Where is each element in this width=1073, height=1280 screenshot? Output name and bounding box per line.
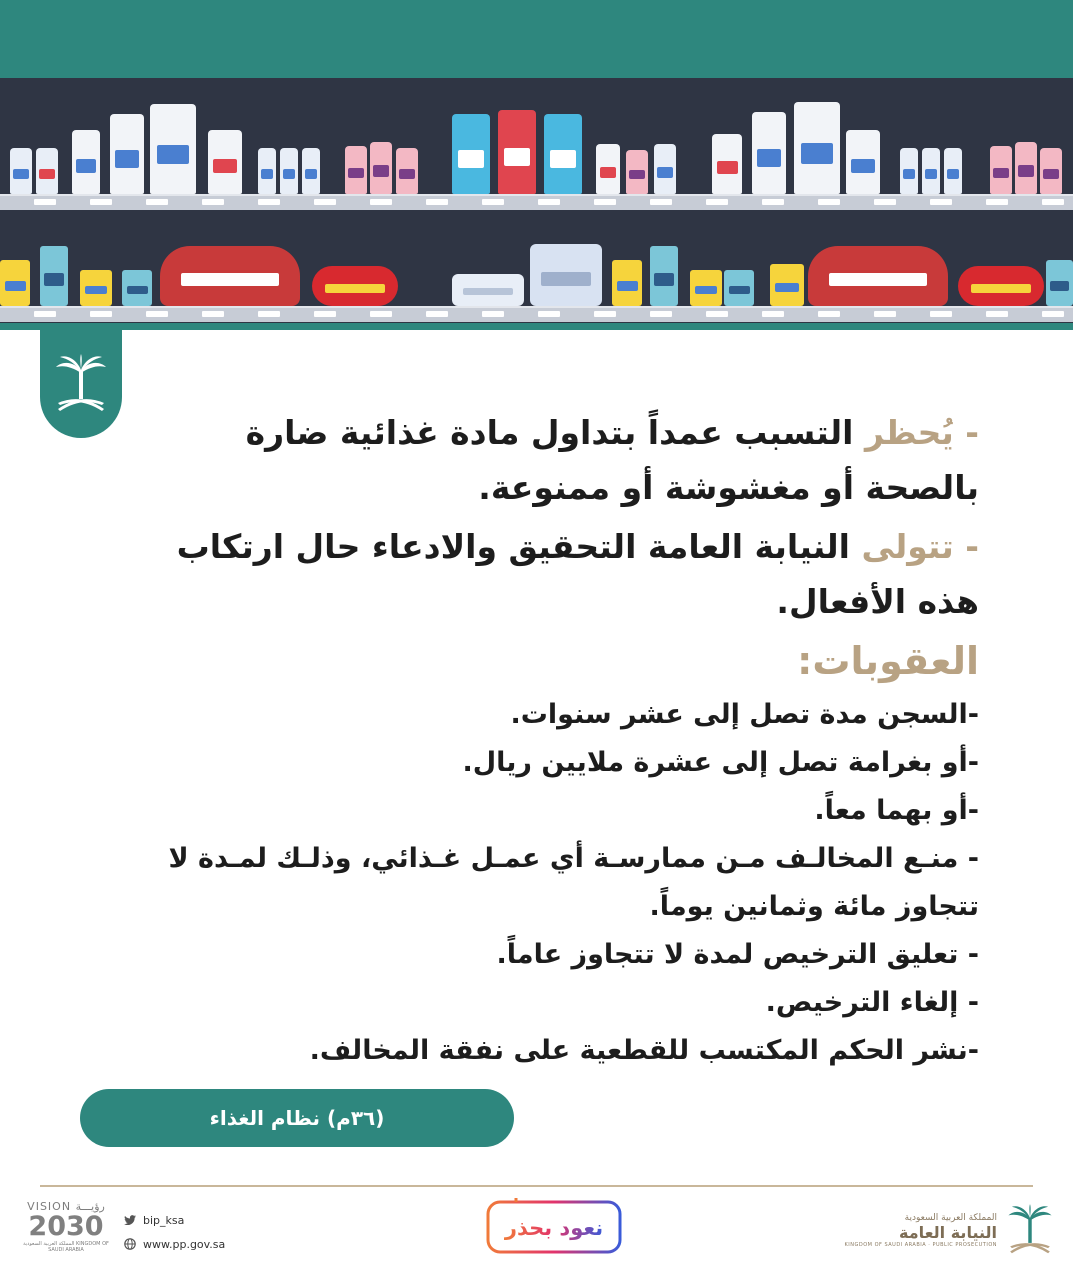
upper-shelf-board [0,194,1073,210]
vision-year: 2030 [28,1211,104,1242]
top-shelf-products [0,78,1073,194]
product-label [213,159,237,173]
shelf-product [544,114,582,194]
shelf-product [302,148,320,194]
shelf-product [10,148,32,194]
public-prosecution-logo [845,1202,1055,1258]
price-tag [426,199,448,205]
product-label [504,148,531,166]
shelf-product [370,142,392,194]
twitter-link[interactable] [124,1208,225,1232]
shelf-product [1046,260,1073,306]
campaign-text: نعود بحذر [504,1216,604,1240]
agency-emblem-icon [1005,1202,1055,1258]
footer-divider [40,1185,1033,1187]
price-tag [762,199,784,205]
product-label [775,283,799,292]
product-label [399,169,414,179]
product-label [5,281,26,291]
shelf-product [626,150,648,194]
penalty-item: - إلغاء الترخيص. [765,987,979,1018]
shelf-product [690,270,722,306]
shelf-product [498,110,536,194]
product-label [85,286,107,294]
agency-kingdom: المملكة العربية السعودية [904,1212,997,1223]
prosecution-text: النيابة العامة التحقيق والادعاء حال ارتكاب هذه الأفعال. [176,527,979,621]
product-label [717,161,738,174]
price-tag [930,311,952,317]
prosecution-paragraph [159,519,979,629]
penalty-item: - تعليق الترخيص لمدة لا تتجاوز عاماً. [496,939,979,970]
shelf-product [650,246,678,306]
palm-swords-emblem-icon [52,353,110,415]
product-label [463,288,513,295]
product-label [181,273,279,286]
lower-shelf-board [0,306,1073,322]
shelf-product [208,130,242,194]
main-content [159,405,979,1075]
price-tag [314,311,336,317]
shelf-product [72,130,100,194]
price-tag [34,199,56,205]
penalty-item: -نشر الحكم المكتسب للقطعية على نفقة المخالف. [309,1035,979,1066]
twitter-handle: bip_ksa [143,1213,185,1227]
penalty-item: - منـع المخالـف مـن ممارسـة أي عمـل غـذائي، وذلـك لمـدة لا تتجاوز مائة وثمانين يوماً. [168,843,979,922]
price-tag [706,311,728,317]
shelf-product [530,244,602,306]
prohibit-keyword: يُحظر [864,413,954,452]
shelf-product [752,112,786,194]
price-tag [818,199,840,205]
website-url: www.pp.gov.sa [143,1237,226,1251]
product-label [851,159,875,173]
product-label [373,165,388,176]
price-tag [258,199,280,205]
shelf-product [712,134,742,194]
shelf-product [958,266,1044,306]
campaign-logo [486,1198,622,1256]
price-tag [146,311,168,317]
prohibition-paragraph [159,405,979,515]
shelf-product [160,246,300,306]
vision-2030-logo [20,1200,112,1268]
product-label [971,284,1031,293]
shelf-product [280,148,298,194]
product-label [829,273,927,286]
product-label [44,273,64,286]
shelf-product [0,260,30,306]
shelf-product [122,270,152,306]
product-label [39,169,54,179]
product-label [600,167,617,178]
price-tag [930,199,952,205]
website-link[interactable] [124,1232,225,1256]
penalties-heading: العقوبات: [797,639,979,683]
bullet-dash: - [953,413,979,452]
product-label [115,150,139,168]
product-label [903,169,916,179]
shelf-product [596,144,620,194]
price-tag [650,199,672,205]
price-tag [594,199,616,205]
product-label [654,273,674,286]
product-label [947,169,960,179]
price-tag [482,311,504,317]
price-tag [706,199,728,205]
price-tag [594,311,616,317]
price-tag [986,311,1008,317]
shelf-product [452,114,490,194]
shelf-product [312,266,398,306]
shelf-product [1040,148,1062,194]
product-label [993,168,1008,179]
price-tag [986,199,1008,205]
product-label [261,169,274,179]
product-label [550,150,577,168]
twitter-icon [124,1214,136,1226]
product-label [305,169,318,179]
product-label [348,168,363,179]
product-label [695,286,717,294]
product-label [1043,169,1058,179]
penalty-item: -أو بهما معاً. [814,795,979,826]
shelf-product [944,148,962,194]
price-tag [258,311,280,317]
product-label [458,150,485,168]
product-label [729,286,750,294]
price-tag [538,311,560,317]
price-tag [818,311,840,317]
shelf-product [654,144,676,194]
shelf-product [808,246,948,306]
shelf-product [770,264,804,306]
shelf-product [846,130,880,194]
shelf-product [900,148,918,194]
prohibition-text: التسبب عمداً بتداول مادة غذائية ضارة بالصحة أو مغشوشة أو ممنوعة. [245,413,979,507]
shelf-product [150,104,196,194]
product-label [13,169,28,179]
price-tag [202,311,224,317]
shelf-product [724,270,754,306]
product-label [541,272,591,286]
product-label [283,169,296,179]
shelf-product [110,114,144,194]
bullet-dash: - [953,527,979,566]
shelf-product [922,148,940,194]
regulation-reference-badge: (٣٦م) نظام الغذاء [80,1089,514,1147]
shelf-product [40,246,68,306]
price-tag [650,311,672,317]
price-tag [762,311,784,317]
product-label [1018,165,1033,176]
product-label [757,149,781,167]
agency-text [845,1213,997,1248]
shelf-product [1015,142,1037,194]
shelf-product [990,146,1012,194]
shelf-illustration [0,78,1073,323]
product-label [925,169,938,179]
globe-icon [124,1238,136,1250]
price-tag [202,199,224,205]
shelf-product [452,274,524,306]
price-tag [1042,199,1064,205]
price-tag [370,311,392,317]
prosecute-keyword: تتولى [861,527,954,566]
price-tag [314,199,336,205]
product-label [157,145,189,165]
price-tag [90,199,112,205]
price-tag [1042,311,1064,317]
emblem-tab [40,330,122,438]
shelf-product [612,260,642,306]
price-tag [426,311,448,317]
penalty-item: -أو بغرامة تصل إلى عشرة ملايين ريال. [462,747,979,778]
shelf-product [794,102,840,194]
bottom-shelf-products [0,209,1073,306]
shelf-product [80,270,112,306]
penalty-item: -السجن مدة تصل إلى عشر سنوات. [510,699,979,730]
vision-word: VISION رؤيـــة [27,1200,105,1213]
shelf-product [258,148,276,194]
price-tag [146,199,168,205]
product-label [657,167,672,178]
product-label [801,143,833,163]
price-tag [874,199,896,205]
shelf-product [345,146,367,194]
social-links [124,1208,225,1256]
product-label [325,284,385,293]
shelf-product [36,148,58,194]
product-label [1050,281,1069,291]
shelf-product [396,148,418,194]
agency-name: النيابة العامة [899,1222,997,1242]
product-label [127,286,148,294]
agency-english: KINGDOM OF SAUDI ARABIA · PUBLIC PROSECUTION [844,1241,997,1248]
price-tag [482,199,504,205]
product-label [629,170,644,180]
product-label [617,281,638,291]
product-label [76,159,96,173]
price-tag [874,311,896,317]
price-tag [538,199,560,205]
price-tag [370,199,392,205]
vision-subtitle: المملكة العربية السعودية KINGDOM OF SAUDI ARABIA [23,1241,109,1253]
price-tag [34,311,56,317]
price-tag [90,311,112,317]
